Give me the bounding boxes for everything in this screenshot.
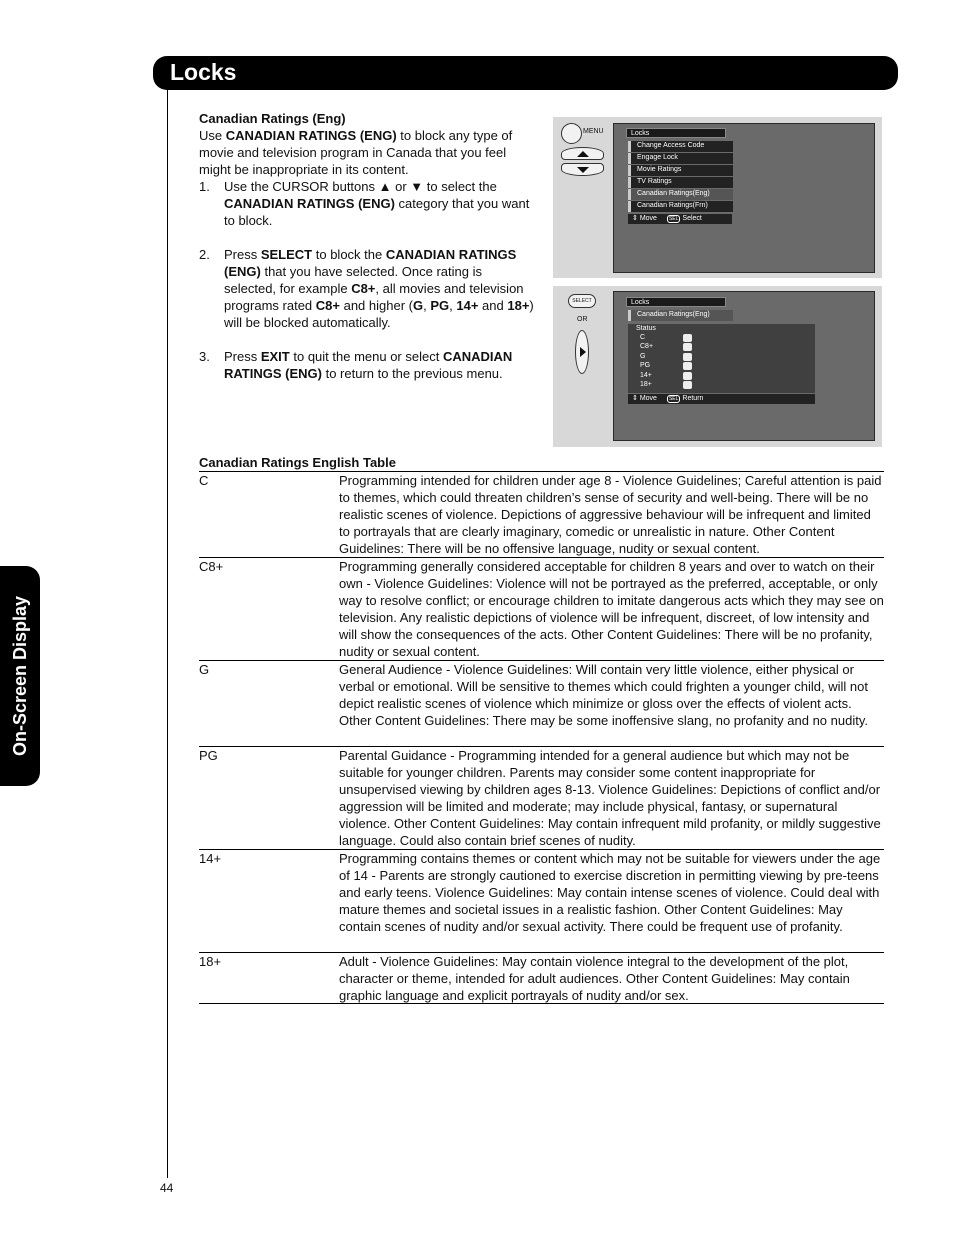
rating-description-cell: Parental Guidance - Programming intended for a general audience but which may not be suitable for younger children. Parents may consider some content inappropriate for unsupervised viewing by children ages 8-13. Violence Guidelines: Depictions of conflict and/or aggression will be limited and moderate; may include physical, fantasy, or supernatural violence. Other Content Guidelines: May contain infrequent mild profanity, or mildly suggestive language. Could also contain brief scenes of nudity.	[339, 748, 881, 849]
osd-menu-list	[628, 141, 733, 213]
step-number: 3.	[199, 349, 210, 364]
emphasis-text: 18+	[507, 298, 530, 313]
text-run: category that you want to block.	[224, 196, 530, 228]
osd-menu-item: Engage Lock	[628, 153, 733, 164]
step-3	[199, 348, 534, 382]
table-row	[199, 952, 884, 1004]
osd-menu-title: Locks	[626, 128, 726, 138]
table-row	[199, 471, 884, 558]
cursor-down-button	[561, 163, 604, 176]
text-run: and	[478, 298, 508, 313]
lock-icon	[683, 372, 692, 380]
footer-action-label: Select	[682, 215, 702, 222]
footer-move-label: Move	[639, 395, 657, 402]
rating-description-cell: Programming intended for children under age 8 - Violence Guidelines; Careful attention is paid to themes, which could threaten children’s sense of security and well-being. There will be no realistic scenes of violence. Depictions of aggressive behaviour will be infrequent and limited to portrayals that are clearly imaginary, comedic or unrealistic in nature. Other Content Guidelines: There will be no offensive language, nudity or sexual content.	[339, 473, 882, 557]
step-text	[224, 247, 534, 330]
table-row	[199, 557, 884, 661]
rating-code: C8+	[640, 343, 654, 351]
emphasis-text: C8+	[315, 298, 340, 313]
emphasis-text: CANADIAN RATINGS (ENG)	[225, 128, 397, 143]
header-bar	[153, 56, 898, 90]
rating-code-cell: PG	[199, 748, 218, 763]
or-label: OR	[577, 316, 588, 323]
move-arrows-icon: ⇕	[632, 215, 638, 222]
emphasis-text: 14+	[456, 298, 479, 313]
text-run: ) will be blocked automatically.	[224, 298, 534, 330]
text-run: Use	[199, 128, 226, 143]
lock-icon	[683, 353, 692, 361]
side-tab-label: On-Screen Display	[10, 595, 30, 757]
move-arrows-icon: ⇕	[632, 395, 638, 402]
page-title: Locks	[170, 59, 237, 85]
osd-menu-item: Change Access Code	[628, 141, 733, 152]
emphasis-text: EXIT	[260, 349, 290, 364]
rating-code-cell: 14+	[199, 851, 222, 866]
text-run: to quit the menu or select	[289, 349, 443, 364]
step-text	[224, 179, 529, 228]
text-run: Use the CURSOR buttons ▲ or ▼ to select the	[224, 179, 497, 194]
step-2	[199, 246, 534, 331]
footer-move-label: Move	[639, 215, 657, 222]
emphasis-text: PG	[430, 298, 450, 313]
down-arrow-icon	[577, 167, 589, 173]
table-title: Canadian Ratings English Table	[199, 455, 396, 470]
text-run: to block the	[312, 247, 386, 262]
rating-description-cell: Programming contains themes or content which may not be suitable for viewers under the age of 14 - Parents are strongly cautioned to exercise discretion in permitting viewing by pre-teens and early teens. Violence Guidelines: May contain intense scenes of violence. Could deal with mature themes and societal issues in a realistic fashion. Other Content Guidelines: May contain scenes of nudity and/or sexual activity. There could be frequent use of profanity.	[339, 851, 881, 935]
emphasis-text: CANADIAN RATINGS (ENG)	[224, 349, 513, 381]
lock-icon	[683, 381, 692, 389]
lock-icon	[683, 343, 692, 351]
osd-menu-title: Locks	[626, 297, 726, 307]
text-run: and higher (	[339, 298, 413, 313]
emphasis-text: CANADIAN RATINGS (ENG)	[224, 196, 395, 211]
osd-menu-item: TV Ratings	[628, 177, 733, 188]
step-1	[199, 178, 534, 229]
menu-button-icon	[561, 123, 582, 144]
page-number: 44	[160, 1181, 174, 1195]
table-row	[199, 746, 884, 850]
rating-description-cell: General Audience - Violence Guidelines: Will contain very little violence, either physical or verbal or emotional. Will be sensitive to themes which could frighten a younger child, will not depict realistic scenes of violence which minimize or gloss over the effects of violent acts. Other Content Guidelines: There may be some inoffensive slang, no profanity and no nudity.	[339, 662, 868, 729]
sel-badge: SEL	[668, 216, 679, 222]
footer-action-label: Return	[682, 395, 704, 402]
menu-button-label: MENU	[583, 128, 604, 135]
text-run: Press	[224, 247, 261, 262]
text-run: Press	[224, 349, 261, 364]
select-button: SELECT	[568, 294, 596, 308]
up-arrow-icon	[577, 151, 589, 157]
rating-code: G	[640, 352, 646, 360]
lock-icon	[683, 334, 692, 342]
status-label: Status	[636, 325, 656, 332]
instructions	[199, 110, 534, 382]
rating-code: 18+	[640, 381, 652, 389]
lock-icon	[683, 362, 692, 370]
emphasis-text: SELECT	[260, 247, 313, 262]
step-text	[224, 349, 512, 381]
rating-code-cell: C8+	[199, 559, 224, 574]
text-run: to return to the previous menu.	[321, 366, 503, 381]
rating-description-cell: Adult - Violence Guidelines: May contain violence integral to the development of the plot, character or theme, intended for adult audiences. Other Content Guidelines: May contain graphic language and explicit portrayals of nudity and/or sex.	[339, 954, 850, 1004]
cursor-up-button	[561, 147, 604, 160]
osd-submenu-title: Canadian Ratings(Eng)	[628, 310, 733, 321]
emphasis-text: C8+	[351, 281, 376, 296]
osd-footer	[628, 394, 815, 404]
right-arrow-icon	[580, 347, 586, 357]
text-run: ,	[449, 298, 457, 313]
rating-code-cell: 18+	[199, 954, 222, 969]
step-number: 2.	[199, 247, 210, 262]
sel-badge: SEL	[668, 396, 679, 402]
rating-code-cell: G	[199, 662, 210, 677]
emphasis-text: CANADIAN RATINGS (ENG)	[224, 247, 517, 279]
instructions-intro	[199, 127, 534, 178]
left-margin-rule	[167, 90, 168, 1178]
osd-menu-item: Movie Ratings	[628, 165, 733, 176]
table-bottom-rule	[199, 1003, 884, 1004]
rating-code: PG	[640, 362, 651, 370]
text-run: , all movies and television programs rated	[224, 281, 524, 313]
rating-code: 14+	[640, 371, 652, 379]
table-row	[199, 660, 884, 747]
rating-code: C	[640, 334, 646, 341]
osd-menu-item-selected: Canadian Ratings(Eng)	[628, 189, 733, 200]
rating-description-cell: Programming generally considered acceptable for children 8 years and over to watch on their own - Violence Guidelines: Violence will not be portrayed as the preferred, acceptable, or only way to resolve conflict; or encourage children to imitate dangerous acts which they may see on television. Any realistic depictions of violence will be infrequent, discreet, of low intensity and will show the consequences of the acts. Other Content Guidelines: There will be no profanity, nudity or sexual content.	[339, 559, 884, 660]
text-run: that you have selected. Once rating is selected, for example	[224, 264, 482, 296]
instructions-heading: Canadian Ratings (Eng)	[199, 111, 346, 126]
osd-footer	[628, 214, 732, 224]
rating-code-cell: C	[199, 473, 209, 488]
cursor-right-button	[575, 330, 589, 374]
step-number: 1.	[199, 179, 210, 194]
text-run: to block any type of movie and television program in Canada that you feel might be inappropriate in its content.	[199, 128, 513, 177]
emphasis-text: G	[412, 298, 424, 313]
text-run: ,	[423, 298, 431, 313]
table-row	[199, 849, 884, 953]
osd-menu-item: Canadian Ratings(Frn)	[628, 201, 733, 212]
